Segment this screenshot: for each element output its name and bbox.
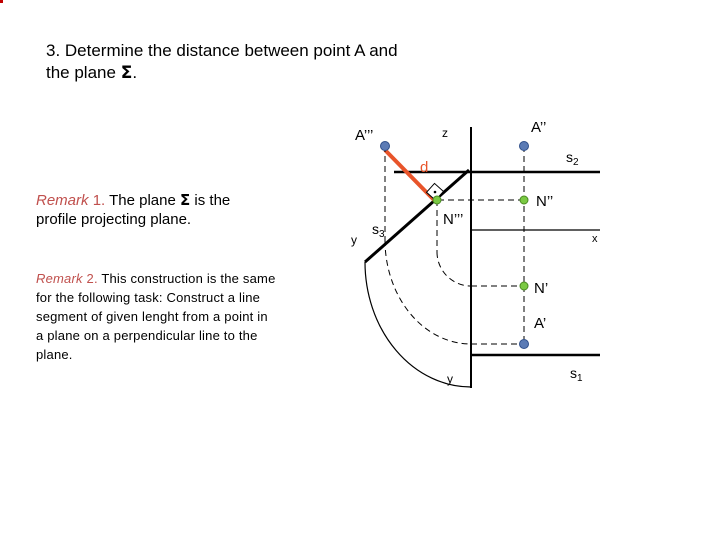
point-n-single [520,282,528,290]
label-s2-base: s [566,149,573,165]
point-n-double [520,196,528,204]
label-x-axis: x [592,233,598,245]
remark-1-label-word: Remark [36,192,93,209]
n-transfer-arc [437,252,471,286]
remark-2-number: 2. [86,271,98,286]
a-transfer-arc [385,240,471,344]
label-a-double: A’’ [531,119,547,136]
y-axis-rotation-arc [365,262,471,387]
label-s2 [566,150,579,168]
label-n-double: N’’ [536,193,554,210]
remark-2-label-word: Remark [36,271,87,286]
remark-1-text-before: The plane [105,192,180,209]
label-s3-sub: 3 [379,229,385,240]
label-d: d [420,159,429,176]
title-text: the plane [46,63,121,82]
remark-1-text-after: is the profile projecting plane. [36,192,231,228]
point-n-third [433,196,441,204]
label-a-single: A’ [534,315,547,332]
label-s3-base: s [372,221,379,237]
label-s1-sub: 1 [577,373,583,384]
label-s1 [570,366,583,384]
remark-1-sigma: Σ [179,191,191,209]
point-a-double [520,142,529,151]
label-a-third: A’’’ [355,127,374,144]
label-s3 [372,222,385,240]
remark-2-text: This construction is the same for the following task: Construct a line segment of given lenght from a point in a plane on a perpendicular line to the plane. [36,271,276,362]
remark-1-number: 1. [92,192,106,209]
title-suffix: . [132,63,138,82]
title-line-1: 3. Determine the distance between point A and [46,41,398,60]
label-z-axis: z [442,126,448,140]
label-n-third: N’’’ [443,211,464,228]
label-s2-sub: 2 [573,157,579,168]
label-n-single: N’ [534,280,549,297]
label-y-left: y [351,233,357,247]
point-a-third [381,142,390,151]
sigma-symbol: Σ [120,63,133,83]
label-s1-base: s [570,365,577,381]
label-y-bottom: y [447,372,453,386]
right-angle-dot [434,191,437,194]
point-a-single [520,340,529,349]
